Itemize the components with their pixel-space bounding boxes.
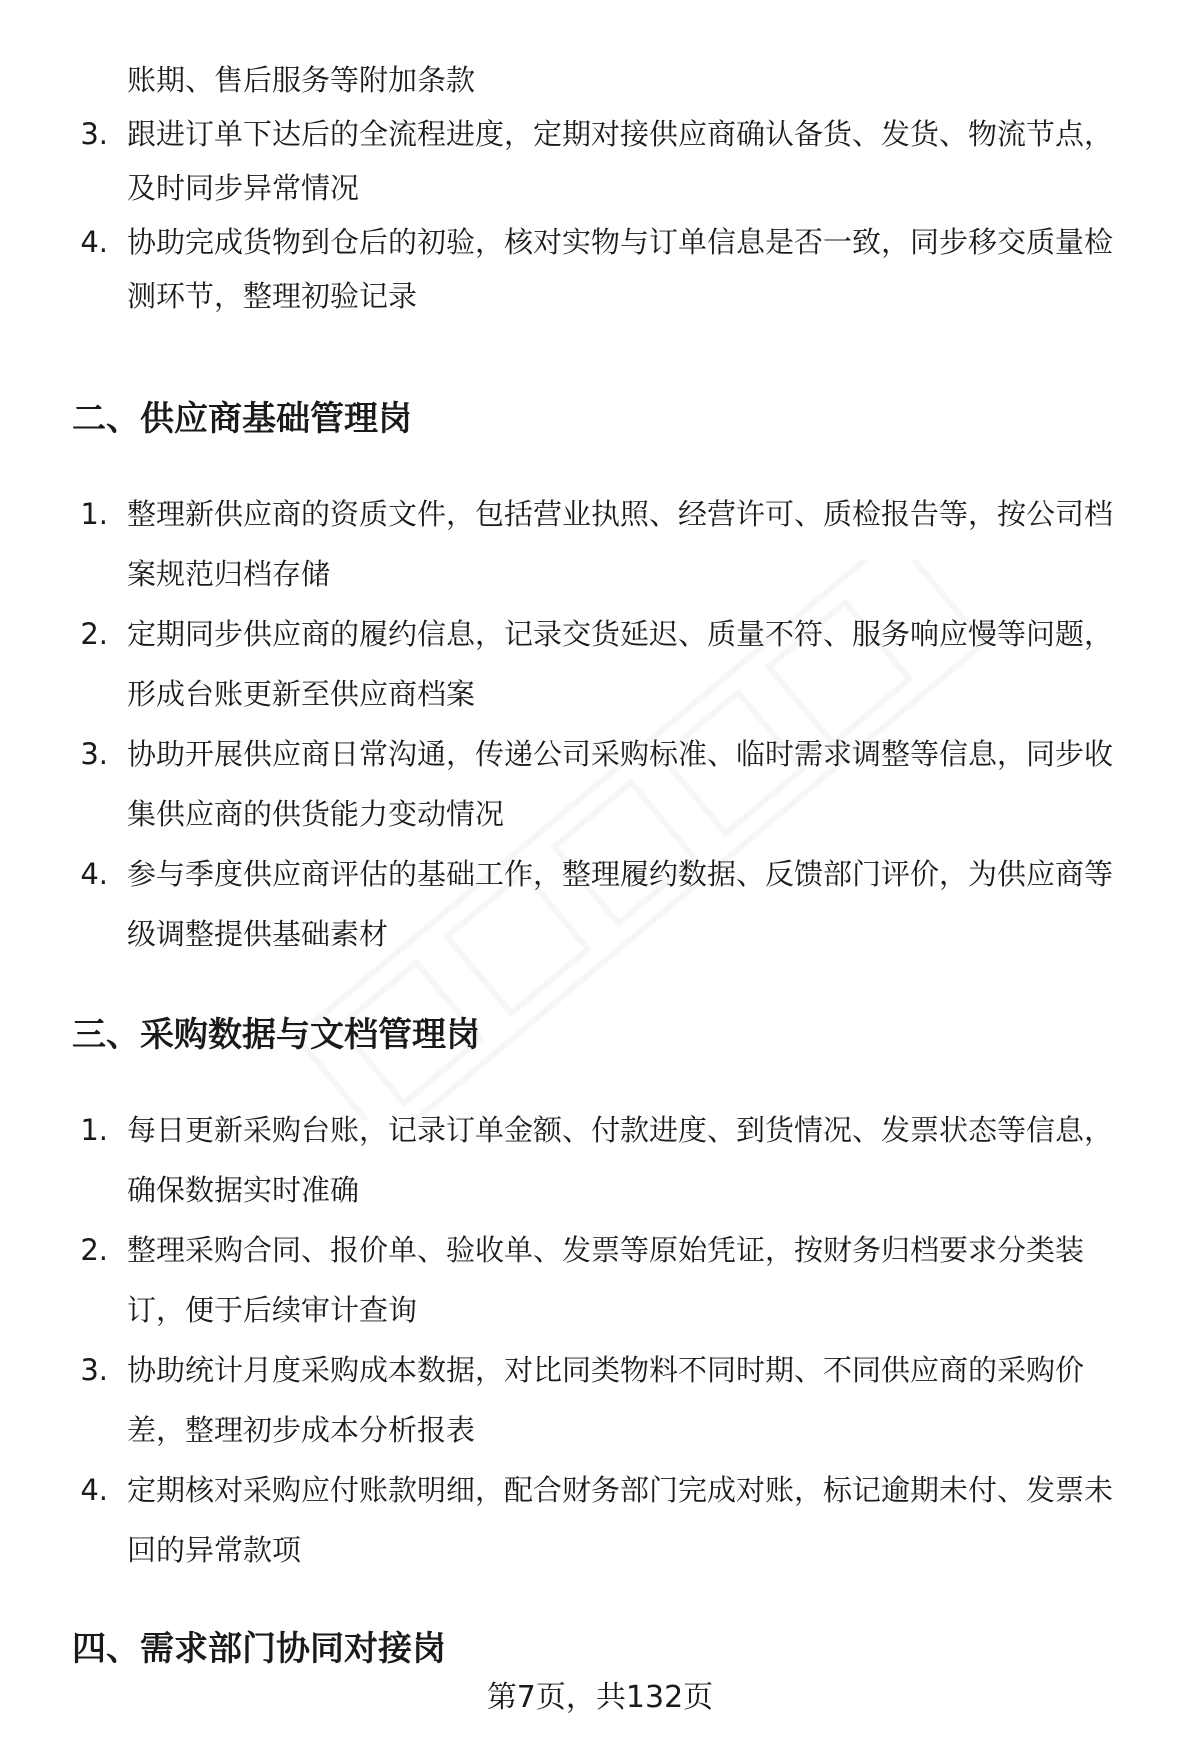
list-item-number: 3. <box>80 737 108 771</box>
list-item-line: 案规范归档存储 <box>127 557 331 591</box>
list-item-line: 协助开展供应商日常沟通，传递公司采购标准、临时需求调整等信息，同步收 <box>127 737 1114 771</box>
section-heading: 二、供应商基础管理岗 <box>72 399 412 439</box>
list-item-line: 确保数据实时准确 <box>127 1173 360 1207</box>
list-item-number: 1. <box>80 1113 108 1147</box>
list-item-number: 4. <box>80 857 108 891</box>
list-item-line: 协助统计月度采购成本数据，对比同类物料不同时期、不同供应商的采购价 <box>127 1353 1085 1387</box>
list-item-line: 级调整提供基础素材 <box>127 917 389 951</box>
list-item-number: 2. <box>80 617 108 651</box>
list-item-line: 差，整理初步成本分析报表 <box>127 1413 476 1447</box>
list-item-number: 2. <box>80 1233 108 1267</box>
list-item-line: 集供应商的供货能力变动情况 <box>127 797 505 831</box>
list-item-line: 及时同步异常情况 <box>127 171 360 205</box>
list-item-line: 整理采购合同、报价单、验收单、发票等原始凭证，按财务归档要求分类装 <box>127 1233 1085 1267</box>
list-item-line: 形成台账更新至供应商档案 <box>127 677 476 711</box>
page-number-footer: 第7页，共132页 <box>486 1680 714 1715</box>
list-item-line: 定期核对采购应付账款明细，配合财务部门完成对账，标记逾期未付、发票未 <box>127 1473 1114 1507</box>
list-item-number: 3. <box>80 1353 108 1387</box>
list-item-number: 3. <box>80 117 108 151</box>
list-item-line: 账期、售后服务等附加条款 <box>127 63 476 97</box>
list-item-line: 测环节，整理初验记录 <box>127 279 418 313</box>
list-item-number: 4. <box>80 225 108 259</box>
list-item-line: 定期同步供应商的履约信息，记录交货延迟、质量不符、服务响应慢等问题， <box>127 617 1114 651</box>
section-heading: 三、采购数据与文档管理岗 <box>72 1015 480 1055</box>
list-item-line: 订，便于后续审计查询 <box>127 1293 418 1327</box>
list-item-line: 回的异常款项 <box>127 1533 302 1567</box>
list-item-number: 1. <box>80 497 108 531</box>
section-heading: 四、需求部门协同对接岗 <box>72 1629 446 1669</box>
list-item-number: 4. <box>80 1473 108 1507</box>
list-item-line: 参与季度供应商评估的基础工作，整理履约数据、反馈部门评价，为供应商等 <box>127 857 1114 891</box>
list-item-line: 跟进订单下达后的全流程进度，定期对接供应商确认备货、发货、物流节点， <box>127 117 1114 151</box>
list-item-line: 整理新供应商的资质文件，包括营业执照、经营许可、质检报告等，按公司档 <box>127 497 1114 531</box>
list-item-line: 每日更新采购台账，记录订单金额、付款进度、到货情况、发票状态等信息， <box>127 1113 1114 1147</box>
list-item-line: 协助完成货物到仓后的初验，核对实物与订单信息是否一致，同步移交质量检 <box>127 225 1114 259</box>
